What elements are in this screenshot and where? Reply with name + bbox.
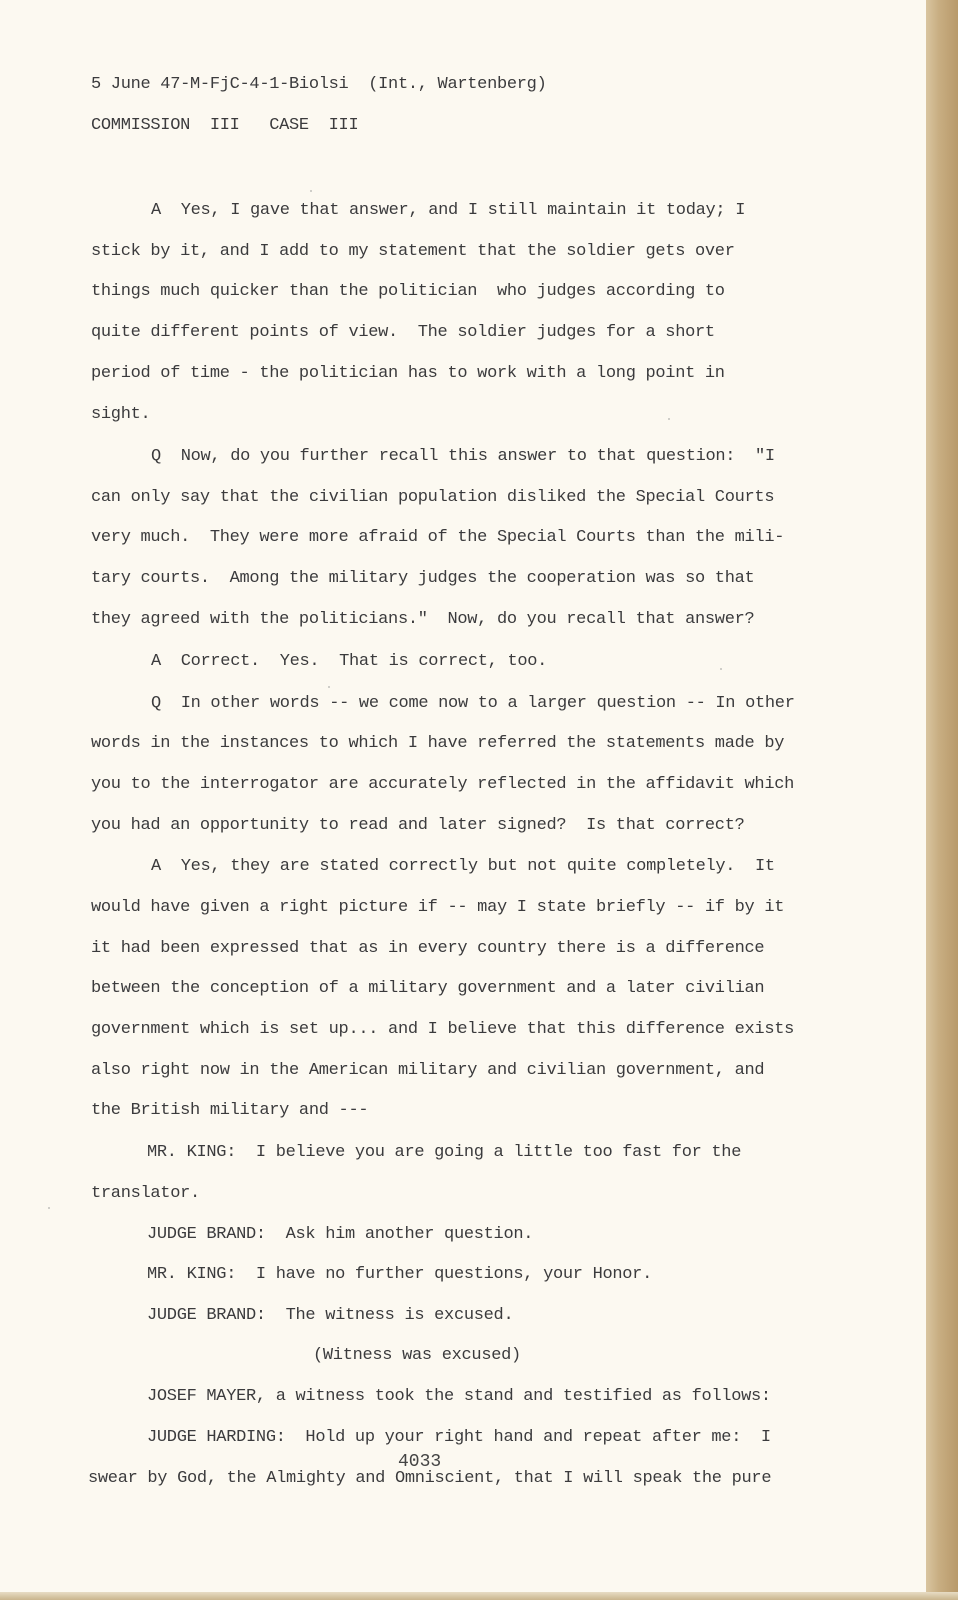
- paper-speck: [328, 686, 330, 688]
- transcript-line: the British military and ---: [91, 1101, 369, 1120]
- transcript-line: JOSEF MAYER, a witness took the stand and testified as follows:: [147, 1387, 771, 1406]
- transcript-line: period of time - the politician has to work with a long point in: [91, 364, 725, 383]
- transcript-line: A Yes, I gave that answer, and I still maintain it today; I: [151, 201, 746, 220]
- transcript-line: translator.: [91, 1184, 200, 1203]
- header-line-2: COMMISSION III CASE III: [91, 116, 359, 135]
- transcript-line: they agreed with the politicians." Now, do you recall that answer?: [91, 610, 755, 629]
- transcript-line: tary courts. Among the military judges the cooperation was so that: [91, 569, 755, 588]
- transcript-line: it had been expressed that as in every country there is a difference: [91, 939, 765, 958]
- paper-bottom-edge: [0, 1592, 958, 1600]
- paper-speck: [720, 668, 722, 670]
- paper-speck: [310, 190, 312, 192]
- transcript-line: you had an opportunity to read and later signed? Is that correct?: [91, 816, 745, 835]
- page-number: 4033: [398, 1452, 442, 1472]
- transcript-line: would have given a right picture if -- may I state briefly -- if by it: [91, 898, 785, 917]
- transcript-line: MR. KING: I believe you are going a little too fast for the: [147, 1143, 742, 1162]
- transcript-line: MR. KING: I have no further questions, your Honor.: [147, 1265, 652, 1284]
- header-line-1: 5 June 47-M-FjC-4-1-Biolsi (Int., Wartenberg): [91, 75, 547, 94]
- transcript-line: Q Now, do you further recall this answer to that question: "I: [151, 447, 775, 466]
- transcript-line: government which is set up... and I believe that this difference exists: [91, 1020, 795, 1039]
- transcript-line: words in the instances to which I have referred the statements made by: [91, 734, 785, 753]
- transcript-line: (Witness was excused): [313, 1346, 521, 1365]
- transcript-line: also right now in the American military and civilian government, and: [91, 1061, 765, 1080]
- transcript-line: JUDGE HARDING: Hold up your right hand and repeat after me: I: [147, 1428, 771, 1447]
- transcript-line: things much quicker than the politician who judges according to: [91, 282, 725, 301]
- transcript-line: A Correct. Yes. That is correct, too.: [151, 652, 548, 671]
- paper-edge: [926, 0, 958, 1600]
- transcript-line: quite different points of view. The soldier judges for a short: [91, 323, 715, 342]
- paper-speck: [48, 1207, 50, 1209]
- transcript-line: swear by God, the Almighty and Omniscient, that I will speak the pure: [88, 1469, 772, 1488]
- transcript-line: between the conception of a military government and a later civilian: [91, 979, 765, 998]
- transcript-line: can only say that the civilian population disliked the Special Courts: [91, 488, 775, 507]
- transcript-line: JUDGE BRAND: The witness is excused.: [147, 1306, 514, 1325]
- transcript-line: you to the interrogator are accurately reflected in the affidavit which: [91, 775, 795, 794]
- paper-speck: [668, 418, 670, 420]
- transcript-line: A Yes, they are stated correctly but not quite completely. It: [151, 857, 775, 876]
- transcript-line: sight.: [91, 405, 151, 424]
- transcript-line: stick by it, and I add to my statement that the soldier gets over: [91, 242, 735, 261]
- transcript-line: very much. They were more afraid of the Special Courts than the mili-: [91, 528, 785, 547]
- transcript-line: Q In other words -- we come now to a larger question -- In other: [151, 694, 795, 713]
- transcript-line: JUDGE BRAND: Ask him another question.: [147, 1225, 534, 1244]
